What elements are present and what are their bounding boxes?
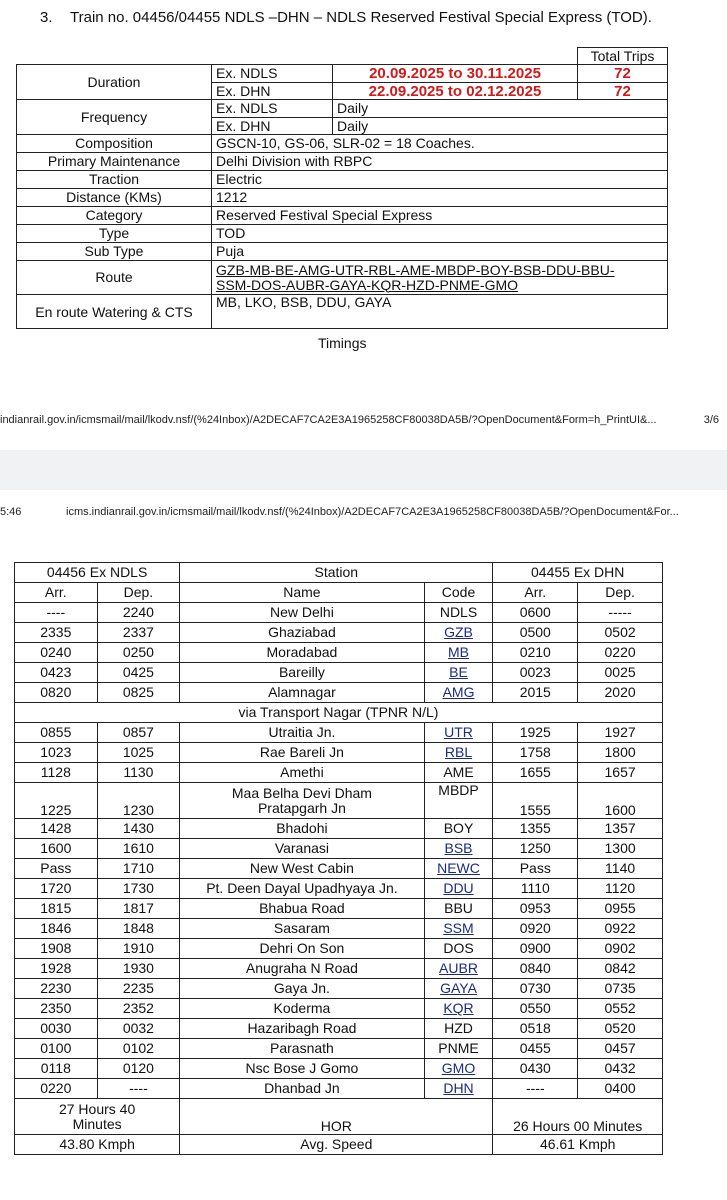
- table-row: [15, 879, 663, 899]
- down-arr: 1428: [15, 819, 98, 839]
- col-dep: Dep.: [97, 583, 180, 603]
- station-code[interactable]: SSM: [424, 919, 493, 939]
- up-dep: 0520: [578, 1019, 663, 1039]
- table-row: [15, 979, 663, 999]
- station-name: Dehri On Son: [180, 939, 424, 959]
- table-row: [15, 1079, 663, 1099]
- down-dep: 1710: [97, 859, 180, 879]
- hor-up: 26 Hours 00 Minutes: [493, 1099, 663, 1135]
- table-row: [15, 623, 663, 643]
- down-dep: 2352: [97, 999, 180, 1019]
- down-arr: 1225: [15, 783, 98, 819]
- header-url: icms.indianrail.gov.in/icmsmail/mail/lkodv.nsf/(%24Inbox)/A2DECAF7CA2E3A1965258CF80038DA5B/?OpenDocument&For...: [66, 506, 679, 518]
- down-arr: 1846: [15, 919, 98, 939]
- down-arr: 0030: [15, 1019, 98, 1039]
- down-arr: 0240: [15, 643, 98, 663]
- station-name: Gaya Jn.: [180, 979, 424, 999]
- down-arr: 2350: [15, 999, 98, 1019]
- station-code: PNME: [424, 1039, 493, 1059]
- station-name: Bhadohi: [180, 819, 424, 839]
- up-dep: 0922: [578, 919, 663, 939]
- type-value: TOD: [212, 225, 668, 243]
- station-code[interactable]: GMO: [424, 1059, 493, 1079]
- table-row: [15, 1059, 663, 1079]
- up-dep: 1120: [578, 879, 663, 899]
- up-train-title: 04455 Ex DHN: [493, 563, 663, 583]
- table-row: [15, 643, 663, 663]
- route-value: [212, 261, 668, 295]
- section-title: Train no. 04456/04455 NDLS –DHN – NDLS Reserved Festival Special Express (TOD).: [70, 9, 652, 26]
- down-train-title: 04456 Ex NDLS: [15, 563, 180, 583]
- page-number: 3/6: [703, 414, 719, 426]
- station-name: Amethi: [180, 763, 424, 783]
- info-empty: [17, 48, 212, 65]
- down-arr: 1908: [15, 939, 98, 959]
- up-dep: 0955: [578, 899, 663, 919]
- station-code[interactable]: UTR: [424, 723, 493, 743]
- type-label: Type: [17, 225, 212, 243]
- maintenance-label: Primary Maintenance: [17, 153, 212, 171]
- via-note: via Transport Nagar (TPNR N/L): [15, 703, 663, 723]
- hor-down-line-1: 27 Hours 40: [58, 1100, 136, 1117]
- down-dep: 1025: [97, 743, 180, 763]
- up-dep: 1140: [578, 859, 663, 879]
- col-code: Code: [424, 583, 493, 603]
- station-name: Utraitia Jn.: [180, 723, 424, 743]
- up-arr: 0900: [493, 939, 578, 959]
- hor-down: [15, 1099, 180, 1135]
- up-arr: 1250: [493, 839, 578, 859]
- up-dep: 0902: [578, 939, 663, 959]
- table-row: [15, 999, 663, 1019]
- down-arr: 0855: [15, 723, 98, 743]
- duration-dates: 20.09.2025 to 30.11.2025: [333, 65, 578, 83]
- station-code[interactable]: RBL: [424, 743, 493, 763]
- print-time: 5:46: [0, 506, 22, 518]
- frequency-label: Frequency: [17, 100, 212, 135]
- up-arr: 1655: [493, 763, 578, 783]
- up-dep: 1927: [578, 723, 663, 743]
- down-dep: 1430: [97, 819, 180, 839]
- station-code[interactable]: KQR: [424, 999, 493, 1019]
- duration-dates: 22.09.2025 to 02.12.2025: [333, 83, 578, 100]
- timings-caption: Timings: [318, 335, 367, 351]
- station-code: AME: [424, 763, 493, 783]
- down-arr: 1928: [15, 959, 98, 979]
- watering-label: En route Watering & CTS: [17, 295, 212, 329]
- station-code[interactable]: BE: [424, 663, 493, 683]
- station-name: New Delhi: [180, 603, 424, 623]
- table-row: [15, 763, 663, 783]
- station-code: BOY: [424, 819, 493, 839]
- station-name-line-1: Maa Belha Devi Dham: [231, 784, 372, 801]
- route-line-2[interactable]: SSM-DOS-AUBR-GAYA-KQR-HZD-PNME-GMO: [216, 276, 519, 293]
- station-code[interactable]: AUBR: [424, 959, 493, 979]
- down-dep: 1610: [97, 839, 180, 859]
- table-row: [15, 939, 663, 959]
- down-arr: 1128: [15, 763, 98, 783]
- up-arr: 1925: [493, 723, 578, 743]
- station-name: New West Cabin: [180, 859, 424, 879]
- up-dep: -----: [578, 603, 663, 623]
- table-row: [15, 683, 663, 703]
- speed-up: 46.61 Kmph: [493, 1135, 663, 1155]
- down-dep: 2240: [97, 603, 180, 623]
- up-arr: 0840: [493, 959, 578, 979]
- print-footer: [0, 414, 727, 426]
- section-number: 3.: [40, 9, 53, 26]
- timing-table: [14, 562, 663, 1155]
- down-dep: 1130: [97, 763, 180, 783]
- table-row: [15, 603, 663, 623]
- duration-trips: 72: [578, 65, 668, 83]
- train-info-table: [16, 47, 668, 329]
- col-arr: Arr.: [15, 583, 98, 603]
- down-arr: 0423: [15, 663, 98, 683]
- up-arr: 0455: [493, 1039, 578, 1059]
- down-dep: 1930: [97, 959, 180, 979]
- station-name: Hazaribagh Road: [180, 1019, 424, 1039]
- down-dep: 0857: [97, 723, 180, 743]
- timing-rows: [15, 819, 663, 1099]
- table-row: [15, 959, 663, 979]
- down-dep: ----: [97, 1079, 180, 1099]
- table-row: [15, 899, 663, 919]
- up-dep: 0502: [578, 623, 663, 643]
- station-code[interactable]: GZB: [424, 623, 493, 643]
- frequency-value: Daily: [333, 118, 668, 135]
- down-arr: 1720: [15, 879, 98, 899]
- station-code[interactable]: GAYA: [424, 979, 493, 999]
- table-row: [15, 743, 663, 763]
- duration-label: Duration: [17, 65, 212, 100]
- category-label: Category: [17, 207, 212, 225]
- composition-label: Composition: [17, 135, 212, 153]
- station-code[interactable]: BSB: [424, 839, 493, 859]
- hor-label: HOR: [180, 1099, 493, 1135]
- station-name: Bhabua Road: [180, 899, 424, 919]
- traction-label: Traction: [17, 171, 212, 189]
- down-arr: 0118: [15, 1059, 98, 1079]
- down-dep: 1730: [97, 879, 180, 899]
- station-code[interactable]: AMG: [424, 683, 493, 703]
- up-dep: 2020: [578, 683, 663, 703]
- up-dep: 0457: [578, 1039, 663, 1059]
- composition-value: GSCN-10, GS-06, SLR-02 = 18 Coaches.: [212, 135, 668, 153]
- up-arr: 0920: [493, 919, 578, 939]
- table-row: [15, 819, 663, 839]
- station-code: DOS: [424, 939, 493, 959]
- station-name-line-2: Pratapgarh Jn: [257, 799, 346, 816]
- total-trips-header: Total Trips: [578, 48, 668, 65]
- down-arr: 1815: [15, 899, 98, 919]
- station-name: Alamnagar: [180, 683, 424, 703]
- up-dep: 0552: [578, 999, 663, 1019]
- table-row: [15, 1039, 663, 1059]
- up-arr: 2015: [493, 683, 578, 703]
- down-arr: ----: [15, 603, 98, 623]
- up-arr: 1555: [493, 783, 578, 819]
- distance-value: 1212: [212, 189, 668, 207]
- station-code: MBDP: [424, 783, 493, 819]
- up-dep: 0220: [578, 643, 663, 663]
- category-value: Reserved Festival Special Express: [212, 207, 668, 225]
- table-row: [15, 723, 663, 743]
- route-line-1[interactable]: GZB-MB-BE-AMG-UTR-RBL-AME-MBDP-BOY-BSB-DDU-BBU-: [216, 261, 615, 278]
- station-name: Dhanbad Jn: [180, 1079, 424, 1099]
- table-row: [15, 663, 663, 683]
- table-row: [15, 839, 663, 859]
- down-dep: 0250: [97, 643, 180, 663]
- down-dep: 0425: [97, 663, 180, 683]
- duration-from: Ex. NDLS: [212, 65, 333, 83]
- down-arr: 2230: [15, 979, 98, 999]
- up-arr: 1758: [493, 743, 578, 763]
- down-arr: 1023: [15, 743, 98, 763]
- down-arr: 0220: [15, 1079, 98, 1099]
- station-code: NDLS: [424, 603, 493, 623]
- down-dep: 0032: [97, 1019, 180, 1039]
- up-arr: 1110: [493, 879, 578, 899]
- up-dep: 0400: [578, 1079, 663, 1099]
- up-dep: 0432: [578, 1059, 663, 1079]
- down-dep: 1910: [97, 939, 180, 959]
- maintenance-value: Delhi Division with RBPC: [212, 153, 668, 171]
- timing-rows: [15, 603, 663, 703]
- down-dep: 0825: [97, 683, 180, 703]
- down-arr: 0100: [15, 1039, 98, 1059]
- up-arr: 0430: [493, 1059, 578, 1079]
- subtype-value: Puja: [212, 243, 668, 261]
- up-dep: 1657: [578, 763, 663, 783]
- route-label: Route: [17, 261, 212, 295]
- duration-from: Ex. DHN: [212, 83, 333, 100]
- up-arr: 0500: [493, 623, 578, 643]
- station-name: Varanasi: [180, 839, 424, 859]
- table-row: [15, 1019, 663, 1039]
- station-code[interactable]: DDU: [424, 879, 493, 899]
- station-title: Station: [180, 563, 493, 583]
- station-code[interactable]: DHN: [424, 1079, 493, 1099]
- watering-value: MB, LKO, BSB, DDU, GAYA: [212, 295, 668, 329]
- up-arr: 0600: [493, 603, 578, 623]
- down-dep: 2235: [97, 979, 180, 999]
- station-name: Bareilly: [180, 663, 424, 683]
- down-arr: 0820: [15, 683, 98, 703]
- up-dep: 0842: [578, 959, 663, 979]
- col-dep: Dep.: [578, 583, 663, 603]
- down-dep: 0120: [97, 1059, 180, 1079]
- station-name: Nsc Bose J Gomo: [180, 1059, 424, 1079]
- up-arr: 0953: [493, 899, 578, 919]
- station-name: Sasaram: [180, 919, 424, 939]
- down-dep: 1848: [97, 919, 180, 939]
- section-heading: [40, 10, 690, 26]
- up-arr: Pass: [493, 859, 578, 879]
- up-arr: 0550: [493, 999, 578, 1019]
- station-name: Rae Bareli Jn: [180, 743, 424, 763]
- speed-label: Avg. Speed: [180, 1135, 493, 1155]
- duration-trips: 72: [578, 83, 668, 100]
- page-break: [0, 450, 727, 490]
- station-name: Anugraha N Road: [180, 959, 424, 979]
- subtype-label: Sub Type: [17, 243, 212, 261]
- up-arr: 1355: [493, 819, 578, 839]
- hor-down-line-2: Minutes: [72, 1115, 122, 1132]
- distance-label: Distance (KMs): [17, 189, 212, 207]
- station-code: BBU: [424, 899, 493, 919]
- station-name: Moradabad: [180, 643, 424, 663]
- down-arr: Pass: [15, 859, 98, 879]
- col-arr: Arr.: [493, 583, 578, 603]
- up-arr: 0518: [493, 1019, 578, 1039]
- traction-value: Electric: [212, 171, 668, 189]
- down-dep: 1817: [97, 899, 180, 919]
- frequency-value: Daily: [333, 100, 668, 118]
- up-arr: 0730: [493, 979, 578, 999]
- table-row: [15, 859, 663, 879]
- station-name: Parasnath: [180, 1039, 424, 1059]
- up-dep: 0735: [578, 979, 663, 999]
- footer-url: indianrail.gov.in/icmsmail/mail/lkodv.nsf/(%24Inbox)/A2DECAF7CA2E3A1965258CF80038DA5B/?OpenDocument&Form=h_PrintUI&...: [0, 414, 657, 426]
- station-name: Koderma: [180, 999, 424, 1019]
- table-row: [15, 919, 663, 939]
- station-name: Pt. Deen Dayal Upadhyaya Jn.: [180, 879, 424, 899]
- table-row: [15, 783, 663, 819]
- up-dep: 0025: [578, 663, 663, 683]
- station-name: Ghaziabad: [180, 623, 424, 643]
- up-dep: 1357: [578, 819, 663, 839]
- down-dep: 1230: [97, 783, 180, 819]
- up-dep: 1300: [578, 839, 663, 859]
- frequency-from: Ex. DHN: [212, 118, 333, 135]
- speed-down: 43.80 Kmph: [15, 1135, 180, 1155]
- station-code[interactable]: MB: [424, 643, 493, 663]
- up-arr: ----: [493, 1079, 578, 1099]
- up-dep: 1800: [578, 743, 663, 763]
- timing-rows: [15, 723, 663, 783]
- down-arr: 2335: [15, 623, 98, 643]
- down-dep: 0102: [97, 1039, 180, 1059]
- station-name: [180, 783, 424, 819]
- up-dep: 1600: [578, 783, 663, 819]
- down-arr: 1600: [15, 839, 98, 859]
- col-name: Name: [180, 583, 424, 603]
- up-arr: 0023: [493, 663, 578, 683]
- station-code[interactable]: NEWC: [424, 859, 493, 879]
- down-dep: 2337: [97, 623, 180, 643]
- up-arr: 0210: [493, 643, 578, 663]
- station-code: HZD: [424, 1019, 493, 1039]
- frequency-from: Ex. NDLS: [212, 100, 333, 118]
